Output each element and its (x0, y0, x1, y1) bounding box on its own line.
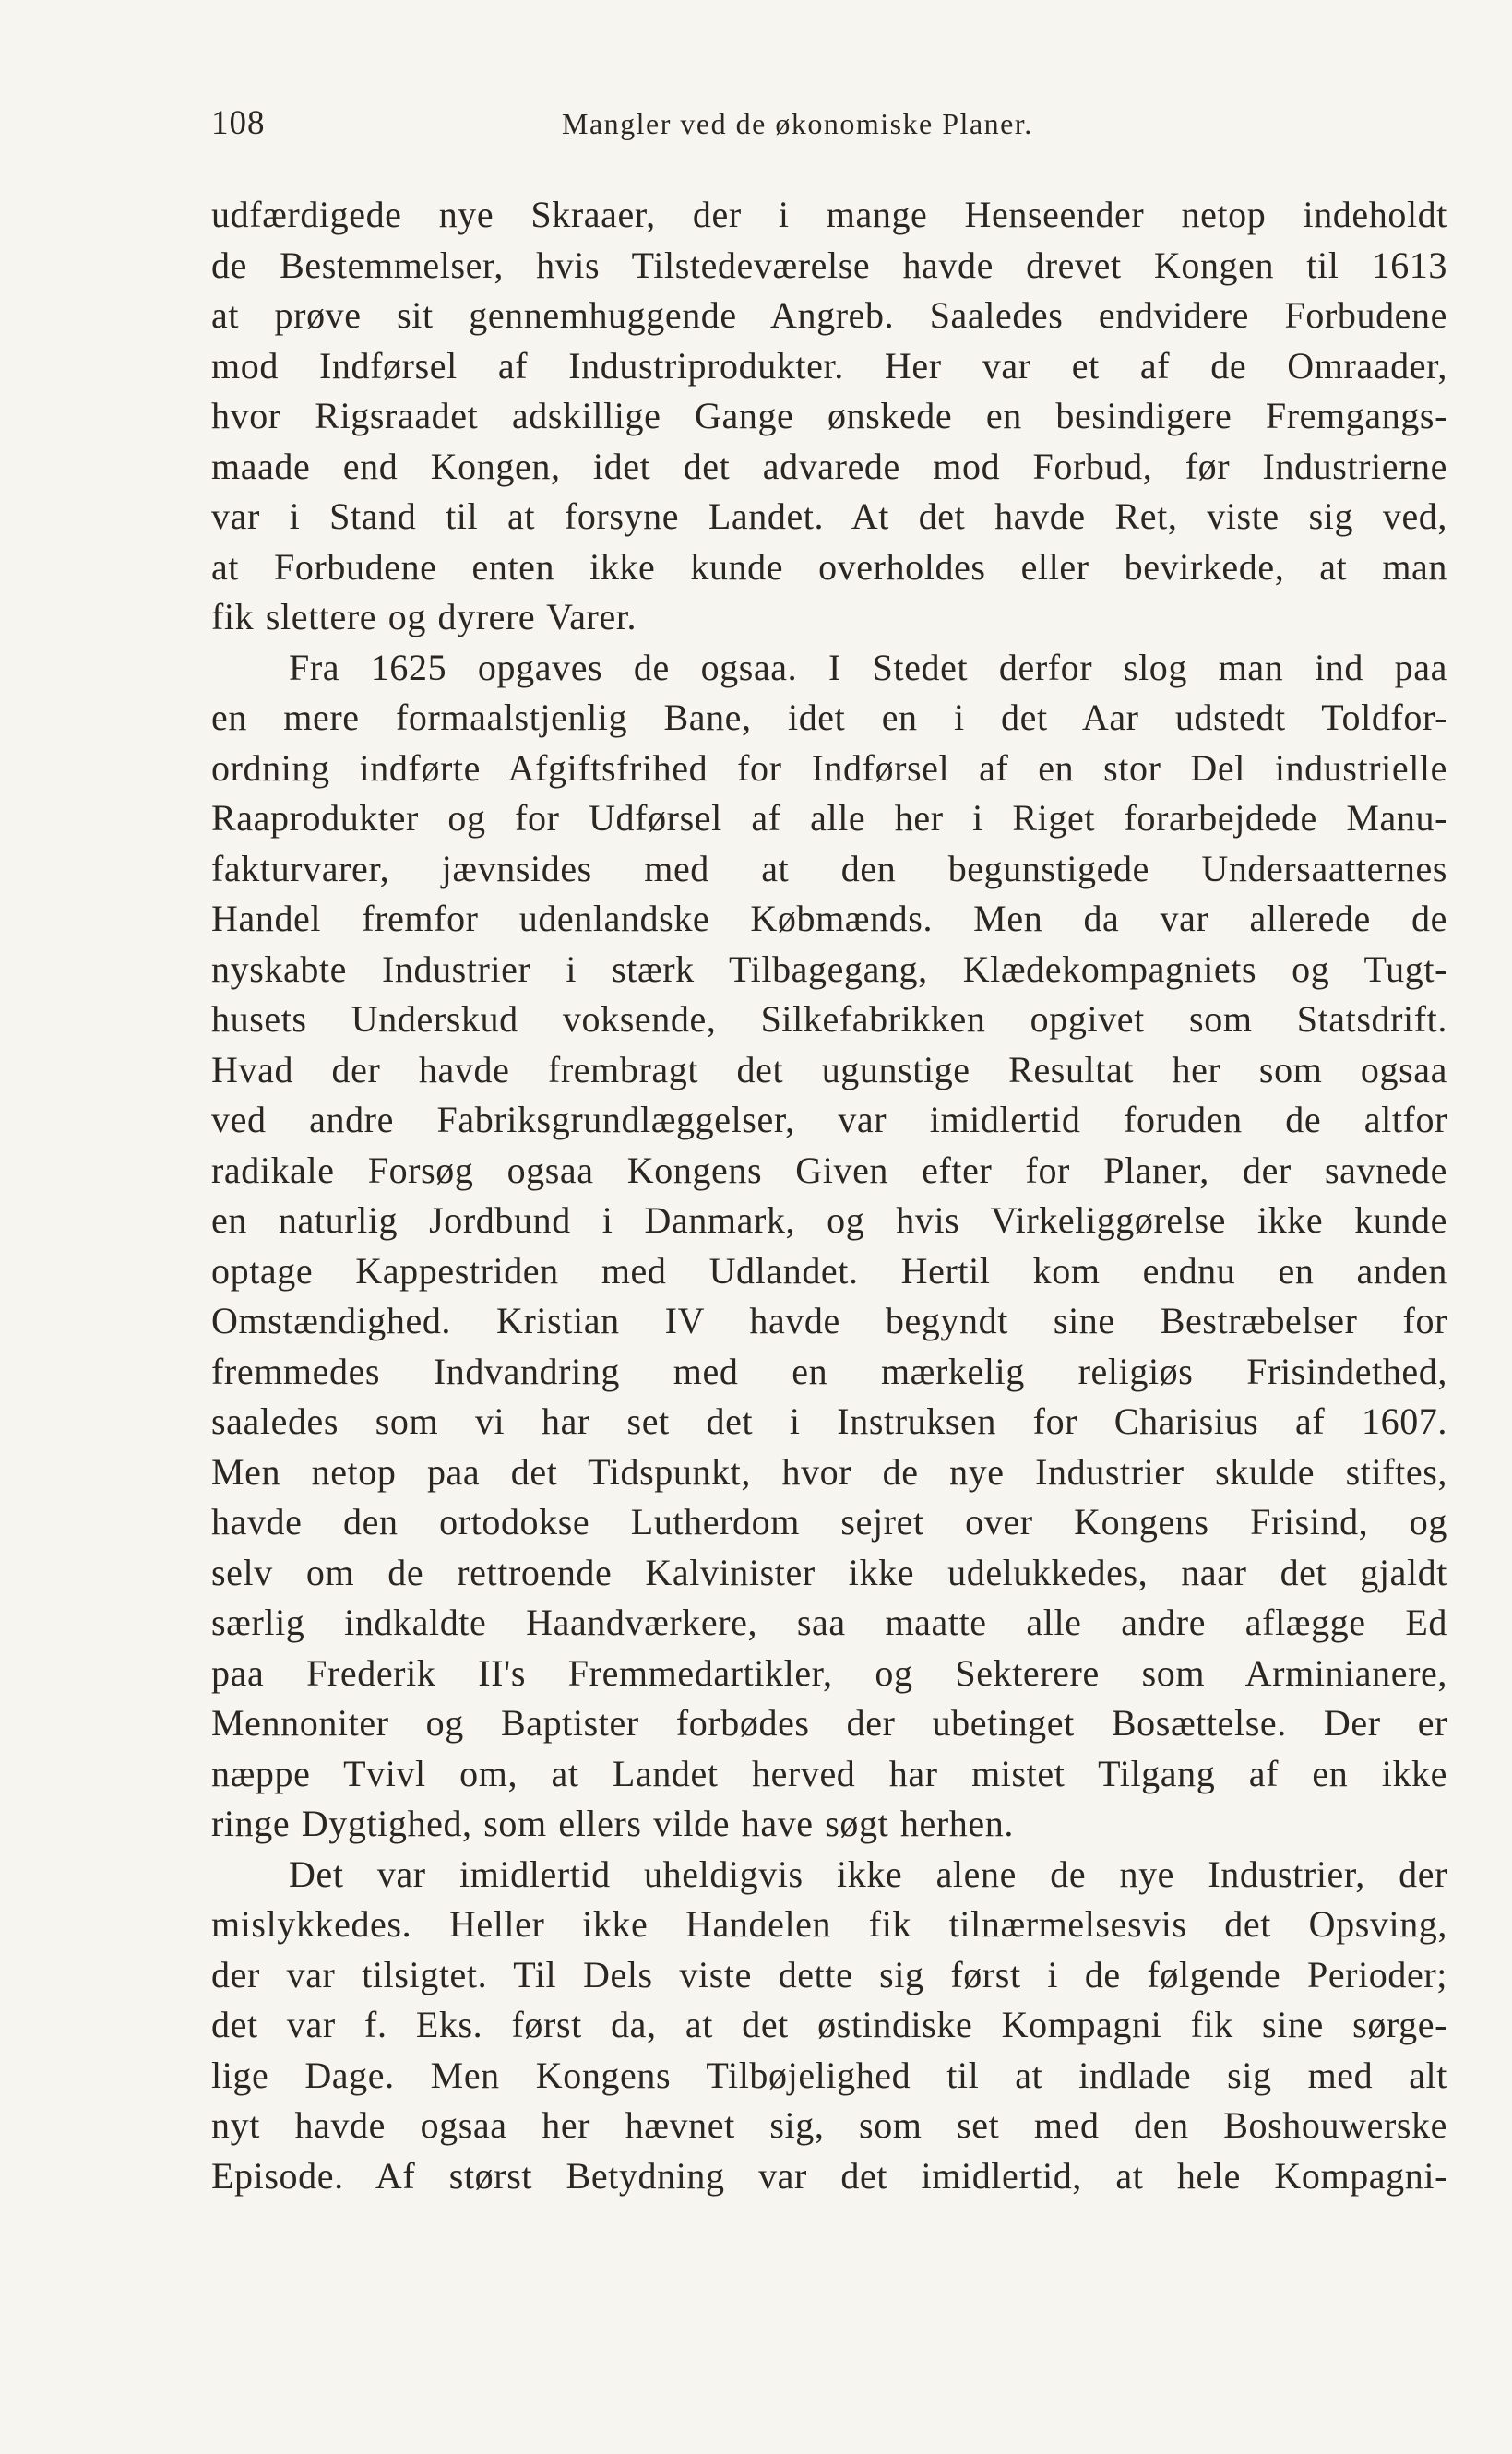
text-line: næppe Tvivl om, at Landet herved har mistet Tilgang af en ikke (211, 1752, 1447, 1794)
text-line: ordning indførte Afgiftsfrihed for Indførsel af en stor Del industrielle (211, 746, 1447, 789)
text-line: at Forbudene enten ikke kunde overholdes eller bevirkede, at man (211, 545, 1447, 588)
text-line: selv om de rettroende Kalvinister ikke udelukkedes, naar det gjaldt (211, 1551, 1447, 1593)
text-line: hvor Rigsraadet adskillige Gange ønskede en besindigere Fremgangs- (211, 395, 1447, 436)
text-line: ringe Dygtighed, som ellers vilde have søgt herhen. (211, 1803, 1014, 1844)
text-line: lige Dage. Men Kongens Tilbøjelighed til at indlade sig med alt (211, 2054, 1447, 2096)
text-line: en naturlig Jordbund i Danmark, og hvis Virkeliggørelse ikke kunde (211, 1199, 1447, 1241)
text-line: havde den ortodokse Lutherdom sejret over Kongens Frisind, og (211, 1501, 1447, 1543)
text-line: maade end Kongen, idet det advarede mod Forbud, før Industrierne (211, 445, 1447, 487)
text-line: de Bestemmelser, hvis Tilstedeværelse havde drevet Kongen til 1613 (211, 244, 1447, 286)
text-line: nyt havde ogsaa her hævnet sig, som set med den Boshouwerske (211, 2104, 1447, 2146)
text-line: Det var imidlertid uheldigvis ikke alene de nye Industrier, der (289, 1852, 1447, 1895)
text-line: Omstændighed. Kristian IV havde begyndt sine Bestræbelser for (211, 1300, 1447, 1341)
running-head: Mangler ved de økonomiske Planer. (562, 107, 1033, 140)
text-line: paa Frederik II's Fremmedartikler, og Sekterere som Arminianere, (211, 1651, 1447, 1694)
text-line: Episode. Af størst Betydning var det imidlertid, at hele Kompagni- (211, 2154, 1447, 2197)
text-line: en mere formaalstjenlig Bane, idet en i det Aar udstedt Toldfor- (211, 697, 1447, 738)
text-line: fik slettere og dyrere Varer. (211, 596, 637, 637)
text-line: nyskabte Industrier i stærk Tilbagegang, Klædekompagniets og Tugt- (211, 947, 1447, 990)
text-line: at prøve sit gennemhuggende Angreb. Saaledes endvidere Forbudene (211, 294, 1447, 336)
text-line: udfærdigede nye Skraaer, der i mange Henseender netop indeholdt (211, 194, 1447, 235)
text-line: særlig indkaldte Haandværkere, saa maatte alle andre aflægge Ed (211, 1602, 1447, 1643)
text-line: Fra 1625 opgaves de ogsaa. I Stedet derfor slog man ind paa (289, 646, 1447, 688)
page-number: 108 (211, 104, 266, 142)
text-line: mislykkedes. Heller ikke Handelen fik tilnærmelsesvis det Opsving, (211, 1903, 1447, 1945)
text-line: radikale Forsøg ogsaa Kongens Given efter for Planer, der savnede (211, 1149, 1447, 1191)
text-line: Handel fremfor udenlandske Købmænds. Men da var allerede de (211, 898, 1447, 939)
text-line: fakturvarer, jævnsides med at den begunstigede Undersaatternes (211, 847, 1447, 889)
text-line: fremmedes Indvandring med en mærkelig religiøs Frisindethed, (211, 1350, 1447, 1392)
body-text (211, 190, 1447, 2201)
text-line: Mennoniter og Baptister forbødes der ubetinget Bosættelse. Der er (211, 1702, 1447, 1744)
text-line: der var tilsigtet. Til Dels viste dette sig først i de følgende Perioder; (211, 1953, 1447, 1995)
text-line: var i Stand til at forsyne Landet. At det havde Ret, viste sig ved, (211, 495, 1447, 537)
text-line: Men netop paa det Tidspunkt, hvor de nye Industrier skulde stiftes, (211, 1450, 1447, 1493)
text-line: Hvad der havde frembragt det ugunstige Resultat her som ogsaa (211, 1048, 1447, 1090)
text-line: husets Underskud voksende, Silkefabrikken opgivet som Statsdrift. (211, 998, 1447, 1040)
text-line: ved andre Fabriksgrundlæggelser, var imidlertid foruden de altfor (211, 1099, 1447, 1140)
text-line: mod Indførsel af Industriprodukter. Her var et af de Omraader, (211, 344, 1447, 387)
text-line: det var f. Eks. først da, at det østindiske Kompagni fik sine sørge- (211, 2004, 1447, 2045)
page-header (211, 103, 1447, 149)
text-line: optage Kappestriden med Udlandet. Hertil kom endnu en anden (211, 1249, 1447, 1292)
text-line: saaledes som vi har set det i Instruksen for Charisius af 1607. (211, 1400, 1447, 1442)
text-line: Raaprodukter og for Udførsel af alle her i Riget forarbejdede Manu- (211, 797, 1447, 839)
